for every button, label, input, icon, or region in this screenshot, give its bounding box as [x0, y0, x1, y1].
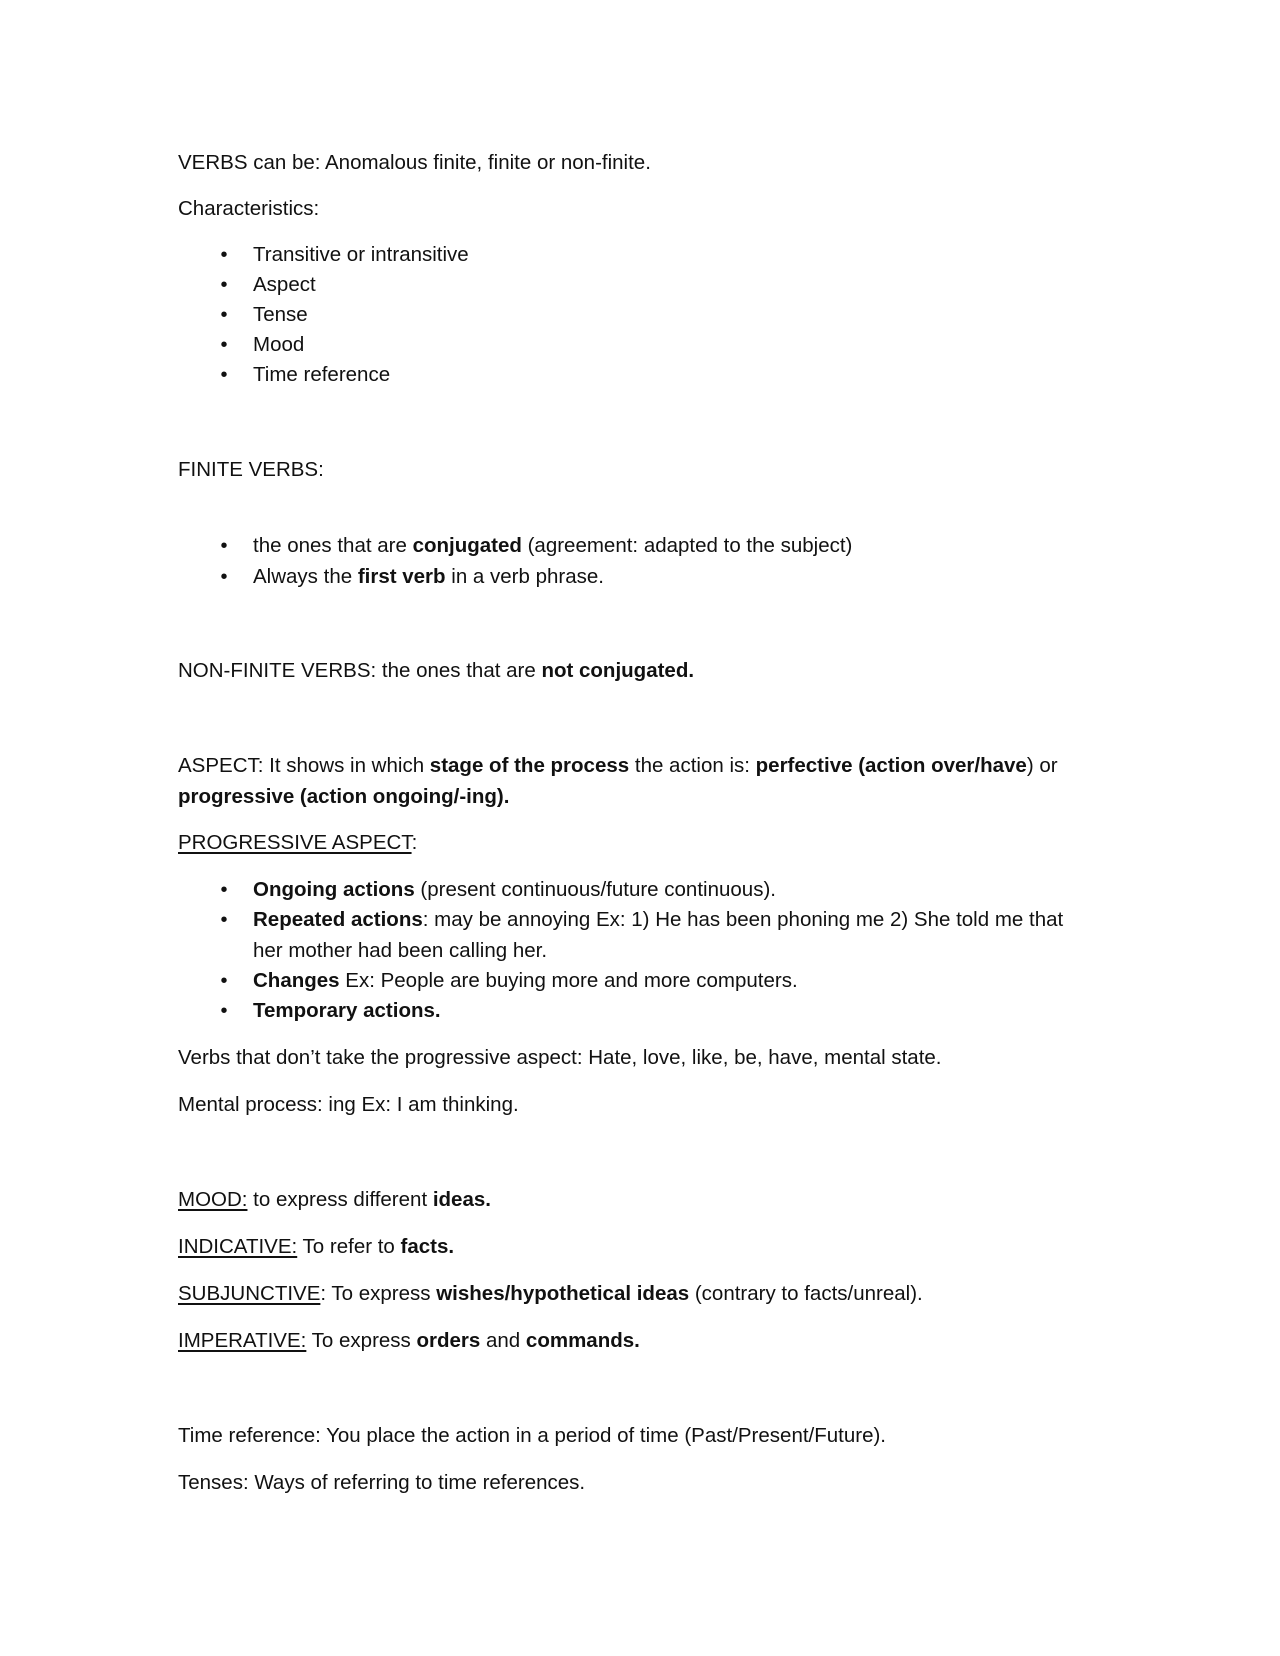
list-item-text: Tense [253, 303, 308, 326]
text-run: : [411, 831, 418, 854]
list-item-text: Mood [253, 333, 305, 356]
text-run: the ones that are [253, 534, 413, 557]
verbs-no-progressive-line [178, 1043, 942, 1073]
bold-run: perfective (action over/have [755, 754, 1027, 777]
imperative-line [178, 1326, 640, 1356]
list-item-text: Transitive or intransitive [253, 243, 469, 266]
text-run: Ex: People are buying more and more computers. [339, 969, 798, 992]
text-run: ASPECT: It shows in which [178, 754, 430, 777]
underlined-run: INDICATIVE: [178, 1235, 298, 1258]
bullet-icon: • [220, 970, 228, 992]
text-run: (contrary to facts/unreal). [689, 1282, 923, 1305]
intro-text: VERBS can be: Anomalous finite, finite or non-finite. [178, 151, 651, 174]
mood-line [178, 1185, 491, 1215]
tenses-line [178, 1468, 585, 1498]
intro-line [178, 148, 651, 178]
underlined-run: IMPERATIVE: [178, 1329, 307, 1352]
text-run: Tenses: Ways of referring to time references. [178, 1471, 586, 1494]
underlined-run: PROGRESSIVE ASPECT [178, 831, 412, 854]
bold-run: first verb [357, 565, 446, 588]
finite-verbs-heading [178, 455, 324, 485]
text-run: (agreement: adapted to the subject) [521, 534, 853, 557]
text-run: Verbs that don’t take the progressive aspect: Hate, love, like, be, have, mental state. [178, 1046, 942, 1069]
bold-run: progressive (action ongoing/-ing). [178, 785, 510, 808]
bold-run: not conjugated. [541, 659, 695, 682]
text-run: To express [306, 1329, 417, 1352]
subjunctive-line [178, 1279, 923, 1309]
bold-run: orders [416, 1329, 481, 1352]
text-run: (present continuous/future continuous). [414, 878, 776, 901]
characteristics-heading [178, 194, 319, 224]
non-finite-verbs-line [178, 656, 694, 686]
bold-run: Ongoing actions [253, 878, 415, 901]
indicative-line [178, 1232, 454, 1262]
underlined-run: SUBJUNCTIVE [178, 1282, 321, 1305]
bullet-icon: • [220, 1000, 228, 1022]
text-run: : may be annoying Ex: 1) He has been phoning me 2) She told me that [422, 908, 1064, 931]
bold-run: ideas. [432, 1188, 491, 1211]
list-item-text [253, 966, 798, 996]
bullet-icon: • [220, 244, 228, 266]
bullet-icon: • [220, 879, 228, 901]
bold-run: commands. [525, 1329, 640, 1352]
underlined-run: MOOD: [178, 1188, 248, 1211]
bullet-icon: • [220, 274, 228, 296]
aspect-line-1 [178, 751, 1058, 781]
text-run: and [480, 1329, 526, 1352]
bullet-icon: • [220, 909, 228, 931]
text-run: the action is: [629, 754, 756, 777]
text-run: in a verb phrase. [445, 565, 604, 588]
bullet-icon: • [220, 334, 228, 356]
bold-run: facts. [400, 1235, 455, 1258]
list-item-text: Time reference [253, 363, 391, 386]
text-run: To refer to [297, 1235, 401, 1258]
list-item-text [253, 531, 852, 561]
text-run: : To express [320, 1282, 437, 1305]
text-run: ) or [1026, 754, 1058, 777]
text-run: Time reference: You place the action in a period of time (Past/Present/Future). [178, 1424, 887, 1447]
list-item-text: Temporary actions. [253, 999, 441, 1022]
bullet-icon: • [220, 535, 228, 557]
finite-verbs-heading-text: FINITE VERBS: [178, 458, 324, 481]
bold-run: Repeated actions [253, 908, 423, 931]
bold-run: wishes/hypothetical ideas [436, 1282, 690, 1305]
list-item-text [253, 905, 1063, 935]
text-run: NON-FINITE VERBS: the ones that are [178, 659, 542, 682]
list-item-text: Aspect [253, 273, 316, 296]
bullet-icon: • [220, 364, 228, 386]
text-run: to express different [247, 1188, 433, 1211]
mental-process-line [178, 1090, 519, 1120]
bold-run: stage of the process [429, 754, 630, 777]
progressive-aspect-heading [178, 828, 417, 858]
list-item-text [253, 875, 776, 905]
bullet-icon: • [220, 566, 228, 588]
bold-run: Changes [253, 969, 340, 992]
bold-run: conjugated [412, 534, 522, 557]
list-item-text: her mother had been calling her. [253, 939, 548, 962]
aspect-line-2 [178, 782, 509, 812]
text-run: Always the [253, 565, 358, 588]
list-item-text [253, 562, 604, 592]
bullet-icon: • [220, 304, 228, 326]
characteristics-heading-text: Characteristics: [178, 197, 320, 220]
time-reference-line [178, 1421, 886, 1451]
text-run: Mental process: ing Ex: I am thinking. [178, 1093, 519, 1116]
